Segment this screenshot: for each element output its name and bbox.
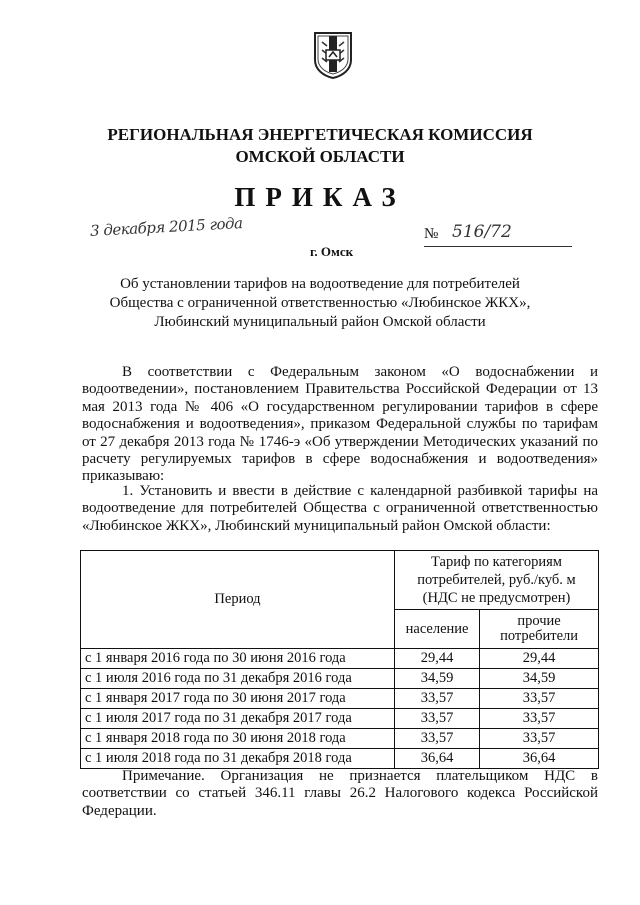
table-row bbox=[81, 709, 599, 729]
other-value-cell: 36,64 bbox=[480, 749, 599, 769]
column-header-period: Период bbox=[81, 551, 395, 649]
period-cell: с 1 января 2017 года по 30 июня 2017 года bbox=[81, 689, 395, 709]
table-row bbox=[81, 649, 599, 669]
column-header-tariff: Тариф по категориям потребителей, руб./куб. м (НДС не предусмотрен) bbox=[395, 551, 599, 610]
organization-name-line1: РЕГИОНАЛЬНАЯ ЭНЕРГЕТИЧЕСКАЯ КОМИССИЯ bbox=[107, 125, 533, 144]
period-cell: с 1 января 2016 года по 30 июня 2016 года bbox=[81, 649, 395, 669]
other-value-cell: 33,57 bbox=[480, 709, 599, 729]
population-value-cell: 36,64 bbox=[395, 749, 480, 769]
other-value-cell: 33,57 bbox=[480, 689, 599, 709]
population-value-cell: 33,57 bbox=[395, 729, 480, 749]
document-number-label: № bbox=[424, 226, 439, 242]
title-line: Об установлении тарифов на водоотведение для потребителей bbox=[120, 276, 520, 292]
document-date: 3 декабря 2015 года bbox=[89, 214, 243, 240]
population-value-cell: 29,44 bbox=[395, 649, 480, 669]
organization-name-line2: ОМСКОЙ ОБЛАСТИ bbox=[235, 147, 405, 166]
item-1-paragraph: 1. Установить и ввести в действие с календарной разбивкой тарифы на водоотведение для потребителей Общества с ограниченной ответственностью «Любинское ЖКХ», Любинский муниципальный район Омской области: bbox=[82, 483, 598, 534]
document-number: 516/72 bbox=[452, 222, 512, 242]
title-line: Общества с ограниченной ответственностью «Любинское ЖКХ», bbox=[109, 295, 531, 311]
period-cell: с 1 июля 2018 года по 31 декабря 2018 года bbox=[81, 749, 395, 769]
table-row bbox=[81, 689, 599, 709]
note-paragraph: Примечание. Организация не признается плательщиком НДС в соответствии со статьей 346.11 главы 26.2 Налогового кодекса Российской Федерации. bbox=[82, 768, 598, 819]
population-value-cell: 34,59 bbox=[395, 669, 480, 689]
other-value-cell: 33,57 bbox=[480, 729, 599, 749]
population-value-cell: 33,57 bbox=[395, 709, 480, 729]
document-title bbox=[90, 275, 550, 332]
document-type: ПРИКАЗ bbox=[234, 182, 406, 212]
document-city: г. Омск bbox=[310, 244, 354, 259]
document-number-underline bbox=[424, 246, 572, 247]
table-row bbox=[81, 729, 599, 749]
table-row bbox=[81, 749, 599, 769]
preamble-paragraph: В соответствии с Федеральным законом «О водоснабжении и водоотведении», постановлением Правительства Российской Федерации от 13 мая 2013 года № 406 «О государственном регулировании тарифов в сфере водоснабжения и водоотведения», приказом Федеральной службы по тарифам от 27 декабря 2013 года № 1746-э «Об утверждении Методических указаний по расчету регулируемых тарифов в сфере водоснабжения и водоотведения» приказываю: bbox=[82, 364, 598, 485]
table-row bbox=[81, 669, 599, 689]
population-value-cell: 33,57 bbox=[395, 689, 480, 709]
column-header-other: прочие потребители bbox=[480, 610, 599, 649]
coat-of-arms-icon bbox=[312, 30, 354, 80]
other-value-cell: 34,59 bbox=[480, 669, 599, 689]
period-cell: с 1 июля 2016 года по 31 декабря 2016 года bbox=[81, 669, 395, 689]
other-value-cell: 29,44 bbox=[480, 649, 599, 669]
title-line: Любинский муниципальный район Омской области bbox=[154, 314, 486, 330]
period-cell: с 1 января 2018 года по 30 июня 2018 года bbox=[81, 729, 395, 749]
tariff-table bbox=[80, 550, 599, 769]
column-header-population: население bbox=[395, 610, 480, 649]
period-cell: с 1 июля 2017 года по 31 декабря 2017 года bbox=[81, 709, 395, 729]
